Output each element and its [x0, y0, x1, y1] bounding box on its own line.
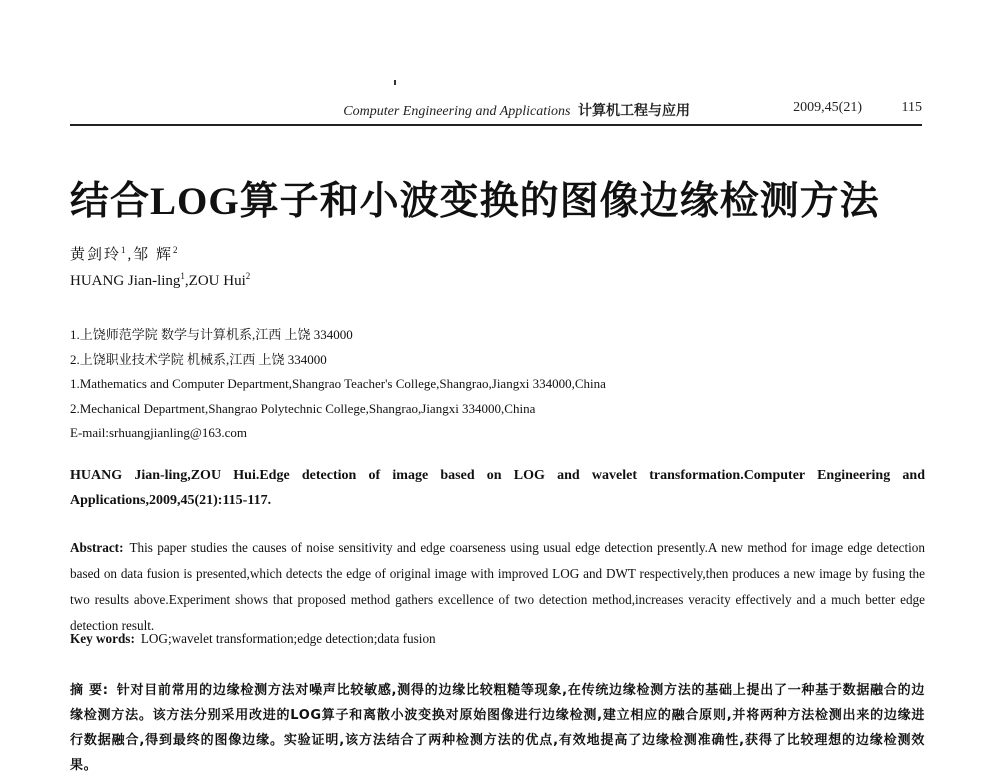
email-line: E-mail:srhuangjianling@163.com [70, 425, 247, 440]
paper-title: 结合LOG算子和小波变换的图像边缘检测方法 [70, 180, 880, 223]
issue-info: 2009,45(21) [793, 100, 862, 115]
keywords [70, 631, 436, 647]
abstract-label: Abstract: [70, 540, 124, 555]
chinese-abstract [70, 678, 925, 778]
journal-name [343, 100, 690, 120]
author-1-cn: 黄剑玲 [70, 247, 122, 263]
journal-name-cn: 计算机工程与应用 [578, 104, 690, 119]
affiliation-line: 2.上饶职业技术学院 机械系,江西 上饶 334000 [70, 351, 327, 367]
author-2-cn: 邹 辉 [133, 247, 174, 263]
author-1-en-mark: 1 [180, 271, 185, 281]
affiliation-line: 1.Mathematics and Computer Department,Shangrao Teacher's College,Shangrao,Jiangxi 334000,China [70, 376, 606, 391]
author-en-separator: , [184, 273, 189, 289]
author-2-mark: 2 [173, 245, 180, 255]
running-header [70, 100, 922, 122]
affiliations [70, 323, 606, 446]
author-2-en-mark: 2 [245, 271, 251, 281]
affiliation-line: 1.上饶师范学院 数学与计算机系,江西 上饶 334000 [70, 327, 353, 342]
author-separator: , [127, 247, 134, 263]
keywords-text: LOG;wavelet transformation;edge detection;data fusion [140, 631, 436, 646]
authors-chinese [70, 243, 180, 264]
abstract [70, 535, 925, 639]
journal-name-en: Computer Engineering and Applications [343, 104, 571, 119]
affiliation-line: 2.Mechanical Department,Shangrao Polytechnic College,Shangrao,Jiangxi 334000,China [70, 400, 536, 416]
authors-english [70, 273, 250, 290]
author-1-en: HUANG Jian-ling [70, 273, 181, 289]
author-2-en: ZOU Hui [188, 273, 246, 289]
keywords-label: Key words: [70, 631, 135, 646]
abstract-text: This paper studies the causes of noise sensitivity and edge coarseness using usual edge detection presently.A new method for image edge detection based on data fusion is presented,which detects the edge of original image with improved LOG and DWT respectively,then produces a new image by fusing the two results above.Experiment shows that proposed method gathers excellence of two detection method,increases veracity effectively and a much better edge detection result. [70, 540, 925, 633]
author-1-mark: 1 [121, 245, 128, 255]
scan-speck [394, 80, 396, 85]
citation: HUANG Jian-ling,ZOU Hui.Edge detection of image based on LOG and wavelet transformation.Computer Engineering and Applications,2009,45(21):115-117. [70, 468, 925, 508]
chinese-abstract-label: 摘 要: [70, 683, 109, 698]
page-number: 115 [901, 100, 922, 115]
chinese-abstract-text: 针对目前常用的边缘检测方法对噪声比较敏感,测得的边缘比较粗糙等现象,在传统边缘检测方法的基础上提出了一种基于数据融合的边缘检测方法。该方法分别采用改进的LOG算子和离散小波变换对原始图像进行边缘检测,建立相应的融合原则,并将两种方法检测出来的边缘进行数据融合,得到最终的图像边缘。实验证明,该方法结合了两种检测方法的优点,有效地提高了边缘检测准确性,获得了比较理想的边缘检测效果。 [70, 683, 925, 773]
header-rule [70, 124, 922, 126]
